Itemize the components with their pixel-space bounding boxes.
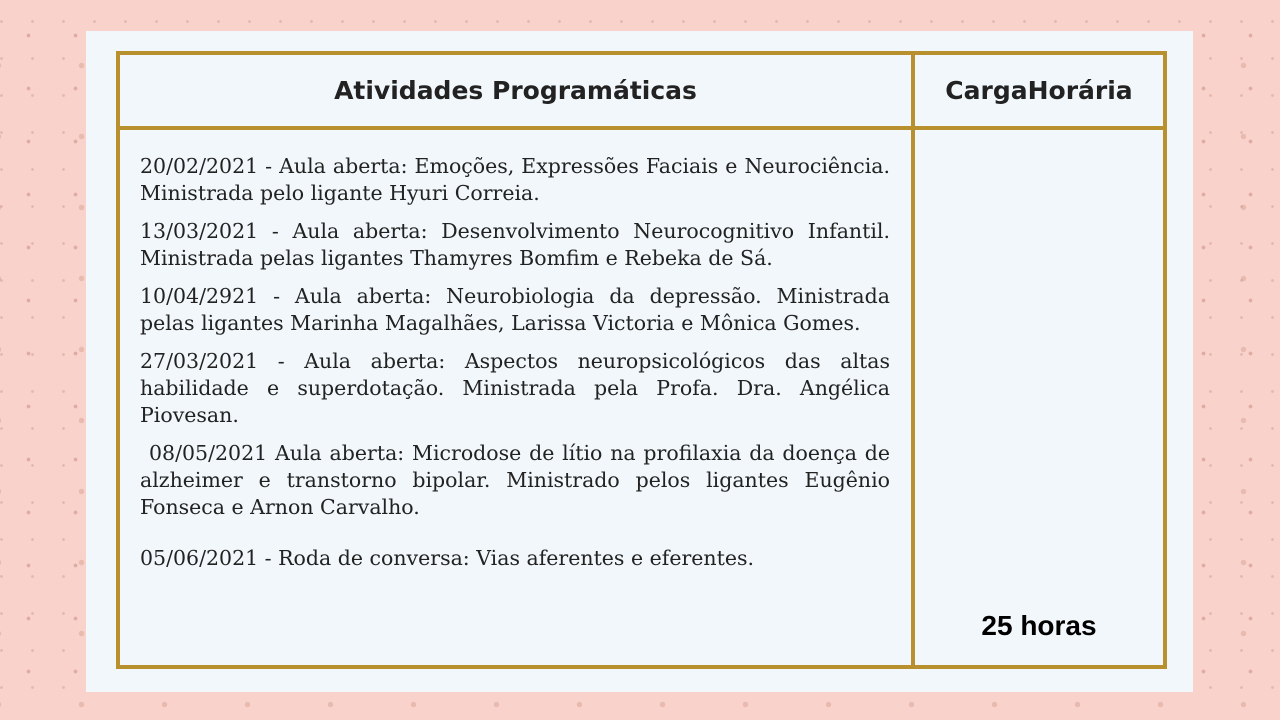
- header-hours: [915, 55, 1163, 126]
- column-divider: [911, 55, 915, 665]
- activity-entry: 20/02/2021 - Aula aberta: Emoções, Expressões Faciais e Neurociência. Ministrada pelo ligante Hyuri Correia.: [140, 154, 890, 205]
- header-hours-line1: Carga: [945, 76, 1028, 105]
- activities-list: [140, 153, 890, 583]
- activity-entry: 05/06/2021 - Roda de conversa: Vias aferentes e eferentes.: [140, 546, 755, 570]
- header-activities: Atividades Programáticas: [334, 76, 697, 105]
- activity-entry: 08/05/2021 Aula aberta: Microdose de lítio na profilaxia da doença de alzheimer e transtorno bipolar. Ministrado pelos ligantes Eugênio Fonseca e Arnon Carvalho.: [140, 441, 890, 519]
- activity-entry: 13/03/2021 - Aula aberta: Desenvolvimento Neurocognitivo Infantil. Ministrada pelas ligantes Thamyres Bomfim e Rebeka de Sá.: [140, 219, 890, 270]
- activity-entry: 27/03/2021 - Aula aberta: Aspectos neuropsicológicos das altas habilidade e superdotação. Ministrada pela Profa. Dra. Angélica Piovesan.: [140, 349, 890, 427]
- header-divider: [120, 126, 1163, 130]
- total-hours: 25 horas: [981, 610, 1097, 641]
- activities-table: [116, 51, 1167, 669]
- activity-entry: 10/04/2921 - Aula aberta: Neurobiologia da depressão. Ministrada pelas ligantes Marinha Magalhães, Larissa Victoria e Mônica Gomes.: [140, 284, 890, 335]
- header-hours-line2: Horária: [1027, 76, 1133, 105]
